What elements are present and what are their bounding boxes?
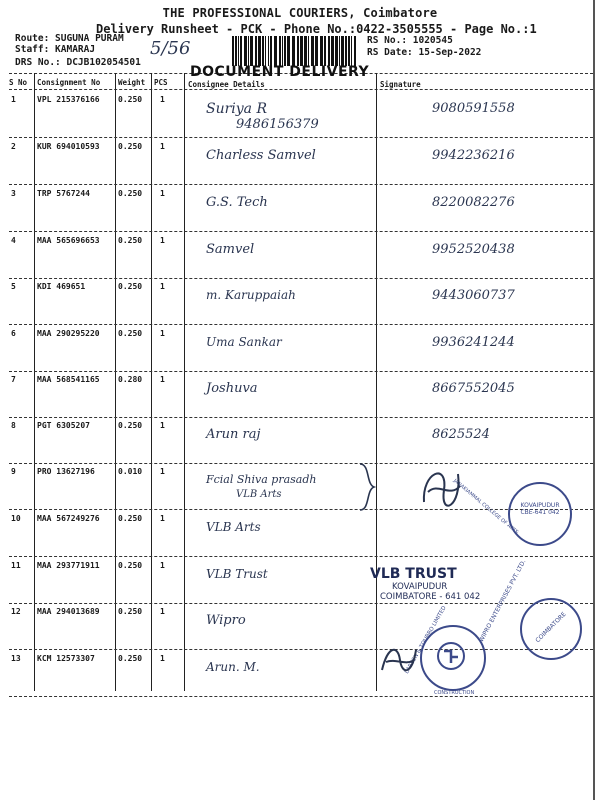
row-pcs: 1	[160, 607, 165, 616]
row-consignee: G.S. Tech	[206, 195, 268, 210]
row-pcs: 1	[160, 189, 165, 198]
drs-number: DRS No.: DCJB102054501	[15, 57, 141, 68]
row-consignment-no: KCM 12573307	[37, 654, 95, 663]
row-divider	[9, 556, 593, 557]
barcode-bar	[238, 36, 239, 66]
barcode-bar	[351, 36, 352, 66]
route-label: Route: SUGUNA PURAM	[15, 33, 124, 44]
wipro-seal-ring-text: WIPRO ENTERPRISES PVT. LTD.	[478, 558, 528, 644]
barcode-bar	[335, 36, 338, 66]
row-pcs: 1	[160, 142, 165, 151]
row-consignee: Arun raj	[206, 427, 261, 442]
row-signature-phone: 8625524	[432, 427, 490, 442]
row-sno: 9	[11, 467, 16, 476]
runsheet-subtitle: Delivery Runsheet - PCK - Phone No.:0422-3505555 - Page No.:1	[96, 22, 537, 36]
row-pcs: 1	[160, 561, 165, 570]
runsheet-title: THE PROFESSIONAL COURIERS, Coimbatore	[162, 6, 438, 20]
barcode-bar	[240, 36, 242, 66]
barcode-bar	[262, 36, 264, 66]
row-weight: 0.250	[118, 142, 143, 151]
signature-scribble-13	[378, 640, 420, 680]
row-divider	[9, 324, 593, 325]
vlb-trust-title: VLB TRUST	[370, 566, 457, 582]
col-header-consignment: Consignment No	[37, 78, 101, 87]
row-divider	[9, 231, 593, 232]
page-edge	[593, 0, 595, 800]
row-consignee: Fcial Shiva prasadh	[206, 473, 317, 486]
row-pcs: 1	[160, 467, 165, 476]
barcode-bar	[324, 36, 326, 66]
row-divider	[9, 509, 593, 510]
col-header-signature: Signature	[380, 80, 421, 89]
rs-date: RS Date: 15-Sep-2022	[367, 47, 482, 58]
row-pcs: 1	[160, 329, 165, 338]
college-seal-inner: KOVAIPUDUR CBE-641 042	[520, 502, 560, 516]
row-sno: 2	[11, 142, 16, 151]
vlb-trust-stamp	[370, 566, 520, 602]
row-divider	[9, 463, 593, 464]
row-signature-phone: 9942236216	[432, 148, 515, 163]
row-weight: 0.250	[118, 514, 143, 523]
row-sno: 6	[11, 329, 16, 338]
barcode-bar	[270, 36, 272, 66]
handwritten-count: 5/56	[150, 38, 191, 59]
row-weight: 0.250	[118, 189, 143, 198]
row-sno: 13	[11, 654, 21, 663]
row-pcs: 1	[160, 95, 165, 104]
row-consignee: Joshuva	[206, 381, 258, 396]
row-weight: 0.250	[118, 561, 143, 570]
barcode-bar	[315, 36, 318, 66]
row-sno: 3	[11, 189, 16, 198]
rs-number: RS No.: 1020545	[367, 35, 453, 46]
col-header-consignee: Consignee Details	[188, 80, 265, 89]
row-signature-phone: 9936241244	[432, 335, 515, 350]
college-seal	[508, 482, 572, 546]
row-consignee: Samvel	[206, 242, 255, 257]
barcode-bar	[248, 36, 249, 66]
document-delivery-stamp: DOCUMENT DELIVERY	[190, 64, 370, 80]
row-signature-phone: 8667552045	[432, 381, 515, 396]
row-sno: 7	[11, 375, 16, 384]
lt-seal-inner: CONSTRUCTION	[434, 690, 475, 696]
row-sno: 12	[11, 607, 21, 616]
row-consignment-no: MAA 294013689	[37, 607, 100, 616]
row-consignee: Suriya R	[206, 101, 268, 117]
row-weight: 0.280	[118, 375, 143, 384]
row-signature-phone: 9952520438	[432, 242, 515, 257]
row-weight: 0.250	[118, 95, 143, 104]
row-consignment-no: MAA 293771911	[37, 561, 100, 570]
row-divider	[9, 417, 593, 418]
staff-label: Staff: KAMARAJ	[15, 44, 96, 55]
barcode-bar	[320, 36, 323, 66]
barcode-bar	[284, 36, 286, 66]
row-pcs: 1	[160, 514, 165, 523]
row-sno: 10	[11, 514, 21, 523]
row-divider	[9, 696, 593, 697]
row-pcs: 1	[160, 282, 165, 291]
barcode-bar	[265, 36, 266, 66]
row-sno: 11	[11, 561, 21, 570]
row-weight: 0.250	[118, 236, 143, 245]
row-sno: 8	[11, 421, 16, 430]
lt-seal-ring-text: LARSEN & TOUBRO LIMITED	[404, 605, 448, 675]
barcode-bar	[232, 36, 234, 66]
signature-scribble-9	[418, 462, 466, 512]
college-seal-ring-text: JANAKIAMMAL COLLEGE OF ARTS	[452, 478, 520, 536]
row-consignment-no: VPL 215376166	[37, 95, 100, 104]
barcode-bar	[311, 36, 314, 66]
barcode-bar	[328, 36, 330, 66]
barcode	[232, 36, 360, 66]
row-signature-phone: 9080591558	[432, 101, 515, 116]
barcode-bar	[250, 36, 253, 66]
col-header-sno: S No	[9, 78, 28, 87]
vlb-trust-line1: KOVAIPUDUR	[392, 582, 448, 592]
row-signature-phone: 9443060737	[432, 288, 515, 303]
barcode-bar	[268, 36, 269, 66]
row-consignee: VLB Arts	[206, 520, 261, 534]
barcode-bar	[297, 36, 299, 66]
row-consignee: Arun. M.	[206, 660, 260, 674]
col-header-pcs: PCS	[154, 78, 168, 87]
row-weight: 0.250	[118, 282, 143, 291]
vlb-trust-line2: COIMBATORE - 641 042	[380, 592, 481, 602]
barcode-bar	[300, 36, 303, 66]
col-divider	[34, 73, 35, 691]
row-pcs: 1	[160, 654, 165, 663]
wipro-seal-inner: COIMBATORE	[534, 610, 568, 645]
row-sno: 1	[11, 95, 16, 104]
row-consignee: Charless Samvel	[206, 148, 316, 163]
barcode-bar	[292, 36, 295, 66]
row-consignee: Uma Sankar	[206, 335, 282, 349]
row-weight: 0.250	[118, 329, 143, 338]
barcode-bar	[304, 36, 307, 66]
col-divider	[184, 73, 185, 691]
row-consignee: Wipro	[206, 613, 246, 628]
row-pcs: 1	[160, 421, 165, 430]
barcode-bar	[287, 36, 290, 66]
barcode-bar	[279, 36, 281, 66]
brace-mark	[356, 462, 378, 512]
wipro-seal	[520, 598, 582, 660]
row-divider	[9, 371, 593, 372]
barcode-bar	[345, 36, 347, 66]
barcode-bar	[235, 36, 237, 66]
row-consignment-no: PRO 13627196	[37, 467, 95, 476]
row-consignment-no: MAA 568541165	[37, 375, 100, 384]
row-weight: 0.250	[118, 607, 143, 616]
row-pcs: 1	[160, 236, 165, 245]
row-signature-phone: 8220082276	[432, 195, 515, 210]
row-consignee-line2: 9486156379	[236, 117, 319, 132]
row-consignee: VLB Trust	[206, 567, 268, 581]
row-consignment-no: KDI 469651	[37, 282, 86, 291]
barcode-bar	[244, 36, 247, 66]
row-divider	[9, 649, 593, 650]
barcode-bar	[308, 36, 309, 66]
col-divider	[115, 73, 116, 691]
col-header-weight: Weight	[118, 78, 146, 87]
row-weight: 0.010	[118, 467, 143, 476]
barcode-bar	[274, 36, 277, 66]
row-weight: 0.250	[118, 654, 143, 663]
barcode-bar	[354, 36, 356, 66]
barcode-bar	[348, 36, 350, 66]
row-pcs: 1	[160, 375, 165, 384]
row-consignment-no: TRP 5767244	[37, 189, 90, 198]
col-divider	[151, 73, 152, 691]
row-consignment-no: MAA 290295220	[37, 329, 100, 338]
row-sno: 4	[11, 236, 16, 245]
row-consignment-no: PGT 6305207	[37, 421, 90, 430]
barcode-bar	[282, 36, 283, 66]
barcode-bar	[331, 36, 334, 66]
header-rule	[9, 89, 593, 90]
row-consignment-no: MAA 565696653	[37, 236, 100, 245]
barcode-bar	[339, 36, 340, 66]
row-weight: 0.250	[118, 421, 143, 430]
row-consignee: m. Karuppaiah	[206, 288, 296, 302]
row-consignment-no: MAA 567249276	[37, 514, 100, 523]
row-divider	[9, 137, 593, 138]
row-divider	[9, 184, 593, 185]
row-divider	[9, 278, 593, 279]
barcode-bar	[258, 36, 261, 66]
row-sno: 5	[11, 282, 16, 291]
row-consignee-line2: VLB Arts	[236, 489, 282, 500]
barcode-bar	[341, 36, 344, 66]
barcode-bar	[255, 36, 257, 66]
row-consignment-no: KUR 694010593	[37, 142, 100, 151]
